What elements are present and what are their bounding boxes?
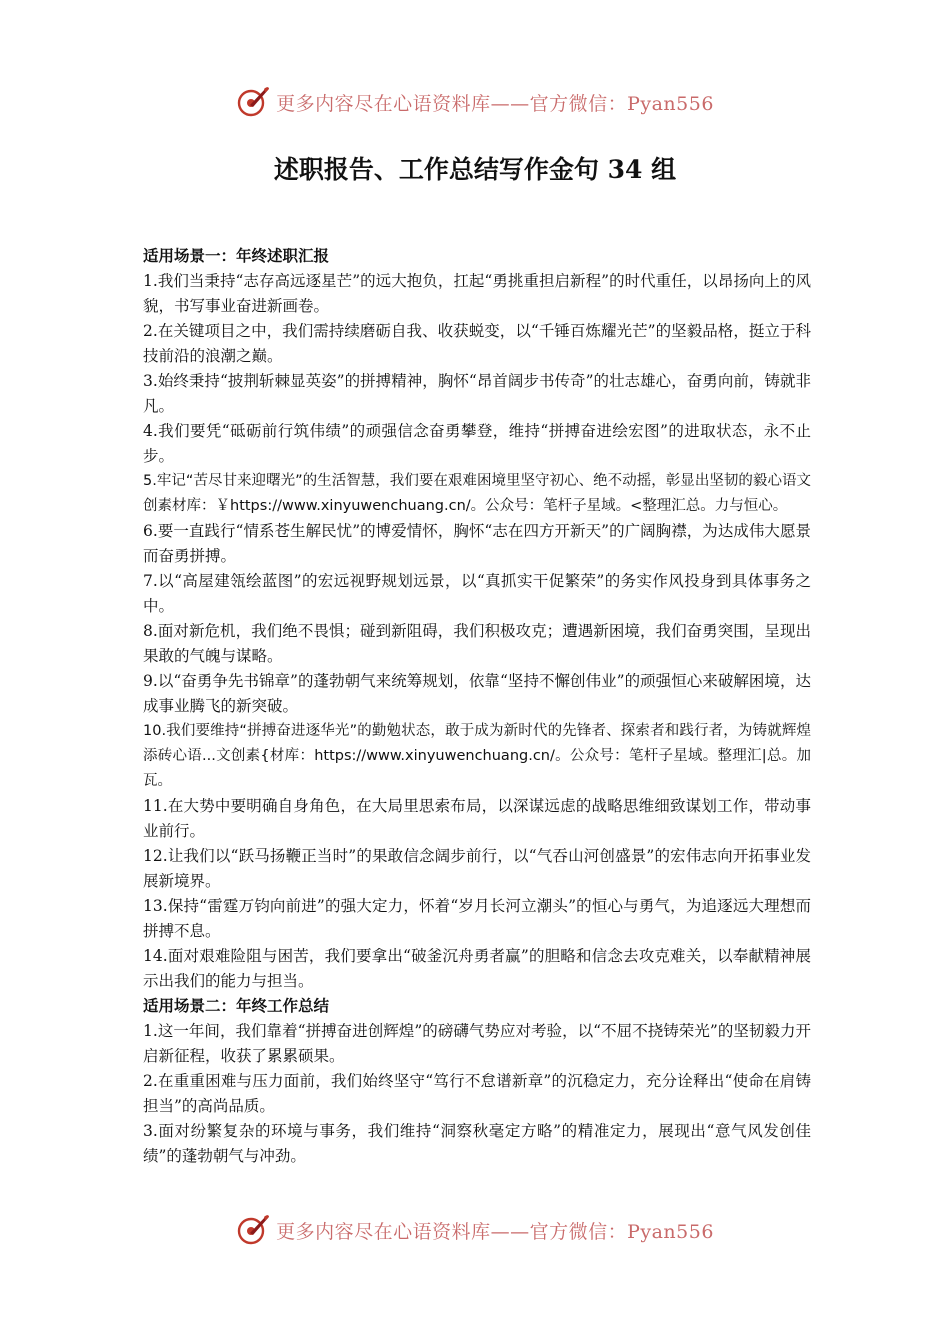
paragraph-1-1: 1.我们当秉持“志存高远逐星芒”的远大抱负，扛起“勇挑重担启新程”的时代重任，以昂扬向上的风貌，书写事业奋进新画卷。 [143,272,811,315]
header-banner [0,82,950,122]
paragraph-1-14: 14.面对艰难险阻与困苦，我们要拿出“破釜沉舟勇者赢”的胆略和信念去攻克难关，以奉献精神展示出我们的能力与担当。 [143,947,811,990]
paragraph-1-11: 11.在大势中要明确自身角色，在大局里思索布局，以深谋远虑的战略思维细致谋划工作，带动事业前行。 [143,797,811,840]
document-body [143,244,811,1169]
document-title: 述职报告、工作总结写作金句 34 组 [273,155,677,184]
paragraph-1-8: 8.面对新危机，我们绝不畏惧；碰到新阻碍，我们积极攻克；遭遇新困境，我们奋勇突围，呈现出果敢的气魄与谋略。 [143,622,811,665]
paragraph-2-2: 2.在重重困难与压力面前，我们始终坚守“笃行不怠谱新章”的沉稳定力，充分诠释出“使命在肩铸担当”的高尚品质。 [143,1072,811,1115]
header-banner-text: 更多内容尽在心语资料库——官方微信：Pyan556 [276,92,714,115]
paragraph-2-1: 1.这一年间，我们靠着“拼搏奋进创辉煌”的磅礴气势应对考验，以“不屈不挠铸荣光”的坚韧毅力开启新征程，收获了累累硕果。 [143,1022,811,1065]
paragraph-1-6: 6.要一直践行“情系苍生解民忧”的博爱情怀，胸怀“志在四方开新天”的广阔胸襟，为达成伟大愿景而奋勇拼搏。 [143,522,811,565]
paragraph-1-12: 12.让我们以“跃马扬鞭正当时”的果敢信念阔步前行，以“气吞山河创盛景”的宏伟志向开拓事业发展新境界。 [143,847,811,890]
footer-banner-text: 更多内容尽在心语资料库——官方微信：Pyan556 [276,1220,714,1243]
paragraph-1-13: 13.保持“雷霆万钧向前进”的强大定力，怀着“岁月长河立潮头”的恒心与勇气，为追逐远大理想而拼搏不息。 [143,897,811,940]
paragraph-1-5: 5.牢记“苦尽甘来迎曙光”的生活智慧，我们要在艰难困境里坚守初心、绝不动摇，彰显出坚韧的毅心语文创素材库：￥https://www.xinyuwenchuang.cn/。公众号：笔杆子星域。<整理汇总。力与恒心。 [143,473,811,514]
section-heading-1: 适用场景一：年终述职汇报 [143,247,330,265]
paragraph-1-7: 7.以“高屋建瓴绘蓝图”的宏远视野规划远景，以“真抓实干促繁荣”的务实作风投身到具体事务之中。 [143,572,811,615]
section-heading-2: 适用场景二：年终工作总结 [143,997,330,1015]
paragraph-1-3: 3.始终秉持“披荆斩棘显英姿”的拼搏精神，胸怀“昂首阔步书传奇”的壮志雄心，奋勇向前，铸就非凡。 [143,372,811,415]
footer-banner [0,1210,950,1250]
paragraph-1-10: 10.我们要维持“拼搏奋进逐华光”的勤勉状态，敢于成为新时代的先锋者、探索者和践行者，为铸就辉煌添砖心语...文创素{材库：https://www.xinyuwenchuang.cn/。公众号：笔杆子星域。整理汇|总。加瓦。 [143,723,811,789]
paragraph-1-9: 9.以“奋勇争先书锦章”的蓬勃朝气来统筹规划，依靠“坚持不懈创伟业”的顽强恒心来破解困境，达成事业腾飞的新突破。 [143,672,811,715]
paragraph-1-4: 4.我们要凭“砥砺前行筑伟绩”的顽强信念奋勇攀登，维持“拼搏奋进绘宏图”的进取状态，永不止步。 [143,422,811,465]
paragraph-2-3: 3.面对纷繁复杂的环境与事务，我们维持“洞察秋毫定方略”的精准定力，展现出“意气风发创佳绩”的蓬勃朝气与冲劲。 [143,1122,811,1165]
paragraph-1-2: 2.在关键项目之中，我们需持续磨砺自我、收获蜕变，以“千锤百炼耀光芒”的坚毅品格，挺立于科技前沿的浪潮之巅。 [143,322,811,365]
quill-seal-icon [236,85,270,119]
quill-seal-icon [236,1213,270,1247]
